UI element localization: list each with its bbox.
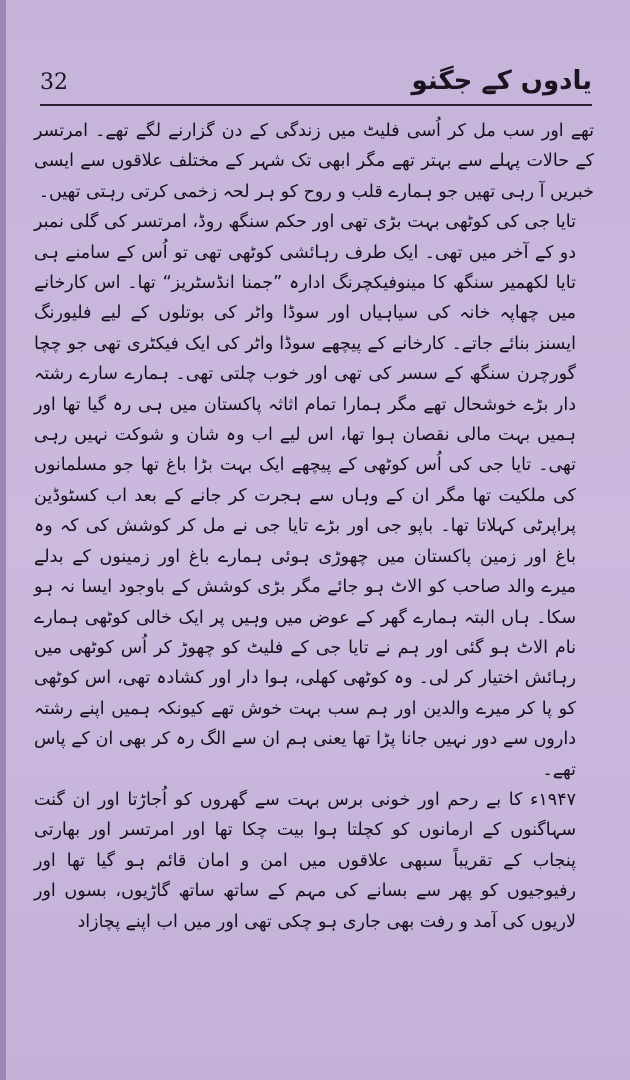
page-number: 32 [40, 70, 68, 95]
paragraph-2: تایا جی کی کوٹھی بہت بڑی تھی اور حکم سنگھ روڈ، امرتسر کی گلی نمبر دو کے آخر میں تھی۔ ایک طرف رہائشی کوٹھی تھی تو اُس کے سامنے ہی تایا لکھمیر سنگھ کا مینوفیکچرنگ ادارہ ”جمنا انڈسٹریز“ تھا۔ اس کارخانے میں چھاپہ خانہ کی سیاہیاں اور سوڈا واٹر کی بوتلوں کے لیے فلیورنگ ایسنز بنائے جاتے۔ کارخانے کے پیچھے سوڈا واٹر کی ایک فیکٹری تھی جو چچا گورچرن سنگھ کے سسر کی تھی اور خوب چلتی تھی۔ ہمارے سارے رشتہ دار بڑے خوشحال تھے مگر ہمارا تمام اثاثہ پاکستان میں ہی رہ گیا تھا اور ہمیں بہت مالی نقصان ہوا تھا، اس لیے اب وہ شان و شوکت نہیں رہی تھی۔ تایا جی کی اُس کوٹھی کے پیچھے ایک بہت بڑا باغ تھا جو مسلمانوں کی ملکیت تھا مگر ان کے وہاں سے ہجرت کر جانے کے بعد اب کسٹوڈین پراپرٹی کہلاتا تھا۔ باپو جی اور بڑے تایا جی نے مل کر کوشش کی کہ وہ باغ اور زمین پاکستان میں چھوڑی ہوئی ہمارے باغ اور زمینوں کے بدلے میرے والد صاحب کو الاٹ ہو جائے مگر بڑی کوشش کے باوجود ایسا نہ ہو سکا۔ ہاں البتہ ہمارے گھر کے عوض میں وہیں پر ایک خالی کوٹھی ہمارے نام الاٹ ہو گئی اور ہم نے تایا جی کے فلیٹ کو چھوڑ کر اُس کوٹھی میں رہائش اختیار کر لی۔ وہ کوٹھی کھلی، ہوا دار اور کشادہ تھی، اس کوٹھی کو پا کر میرے والدین اور ہم سب بہت خوش تھے کیونکہ ہمیں اپنے رشتہ داروں سے دور نہیں جانا پڑا تھا یعنی ہم ان سے الگ رہ کر بھی ان کے پاس تھے۔ [34, 212, 576, 780]
page-header [40, 62, 592, 104]
page-edge [0, 0, 6, 1080]
body-text [34, 116, 594, 937]
paragraph-3: ۱۹۴۷ء کا بے رحم اور خونی برس بہت سے گھروں کو اُجاڑتا اور ان گنت سہاگنوں کے ارمانوں کو کچلتا ہوا بیت چکا تھا اور امرتسر اور بھارتی پنجاب کے تقریباً سبھی علاقوں میں امن و امان قائم ہو گیا تھا اور رفیوجیوں کو پھر سے بسانے کی مہم کے ساتھ ساتھ گاڑیوں، بسوں اور لاریوں کی آمد و رفت بھی جاری ہو چکی تھی اور میں اب اپنے پچازاد [34, 789, 576, 932]
paragraph-1: تھے اور سب مل کر اُسی فلیٹ میں زندگی کے دن گزارنے لگے تھے۔ امرتسر کے حالات پہلے سے بہتر تھے مگر ابھی تک شہر کے مختلف علاقوں سے ایسی خبریں آ رہی تھیں جو ہمارے قلب و روح کو ہر لحہ زخمی کرتی رہتی تھیں۔ [34, 121, 594, 202]
book-title: یادوں کے جگنو [411, 66, 592, 96]
header-rule [40, 104, 592, 106]
